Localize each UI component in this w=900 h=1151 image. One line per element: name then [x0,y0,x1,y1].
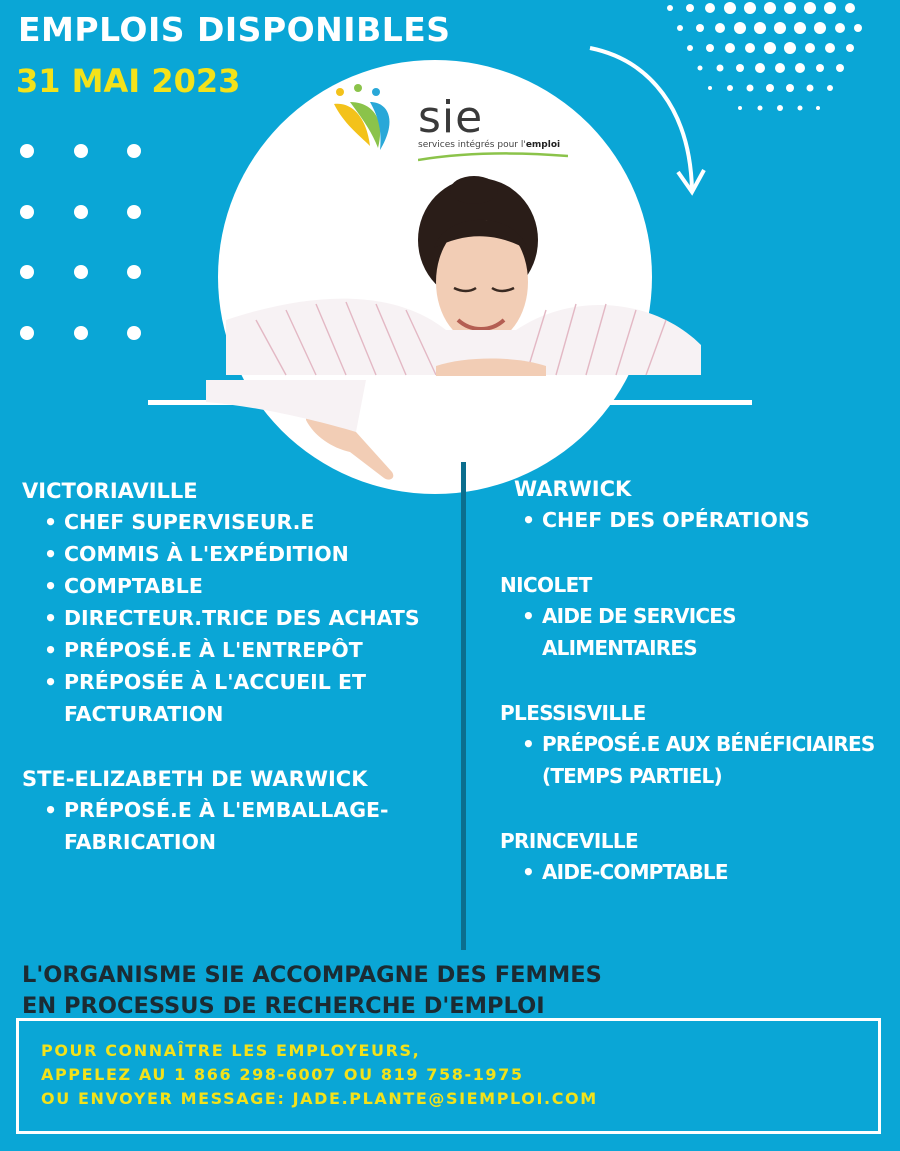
right-job-column [500,474,895,888]
contact-line: OU ENVOYER MESSAGE: JADE.PLANTE@SIEMPLOI.COM [41,1089,598,1108]
job-item: • PRÉPOSÉ.E À L'ENTREPÔT [64,634,452,666]
column-divider [461,462,466,950]
city-heading: NICOLET [500,573,592,597]
job-item: • PRÉPOSÉ.E À L'EMBALLAGE-FABRICATION [64,794,414,858]
job-list [500,728,895,792]
logo-wordmark: sie [418,92,484,143]
city-heading: PRINCEVILLE [500,829,639,853]
city-heading: STE-ELIZABETH DE WARWICK [22,767,368,791]
logo-tagline: services intégrés pour l'emploi [418,140,561,150]
logo-swoosh [418,150,568,164]
footer-statement [22,960,602,1022]
job-item: • COMMIS À L'EXPÉDITION [64,538,452,570]
footer-line: EN PROCESSUS DE RECHERCHE D'EMPLOI [22,993,545,1019]
contact-line: APPELEZ AU 1 866 298-6007 OU 819 758-1975 [41,1065,524,1084]
job-item: • AIDE DE SERVICES ALIMENTAIRES [542,600,762,664]
job-item: • COMPTABLE [64,570,452,602]
footer-line: L'ORGANISME SIE ACCOMPAGNE DES FEMMES [22,962,602,988]
city-heading: PLESSISVILLE [500,701,646,725]
job-list [500,504,895,536]
job-list [22,794,452,858]
job-list [500,600,895,664]
job-item: • PRÉPOSÉE À L'ACCUEIL ET FACTURATION [64,666,404,730]
posting-date: 31 MAI 2023 [16,62,241,100]
job-list [22,506,452,730]
page-title: EMPLOIS DISPONIBLES [18,10,451,49]
left-job-column [22,476,452,858]
job-item: • CHEF DES OPÉRATIONS [542,504,895,536]
job-item: • DIRECTEUR.TRICE DES ACHATS [64,602,452,634]
contact-line: POUR CONNAÎTRE LES EMPLOYEURS, [41,1041,421,1060]
job-item: • PRÉPOSÉ.E AUX BÉNÉFICIAIRES (TEMPS PARTIEL) [542,728,892,792]
city-heading: WARWICK [514,477,632,501]
sie-logo-icon [330,84,410,164]
job-list [500,856,895,888]
contact-box [16,1018,881,1134]
job-item: • AIDE-COMPTABLE [542,856,895,888]
woman-illustration [196,170,716,490]
job-item: • CHEF SUPERVISEUR.E [64,506,452,538]
city-heading: VICTORIAVILLE [22,479,198,503]
